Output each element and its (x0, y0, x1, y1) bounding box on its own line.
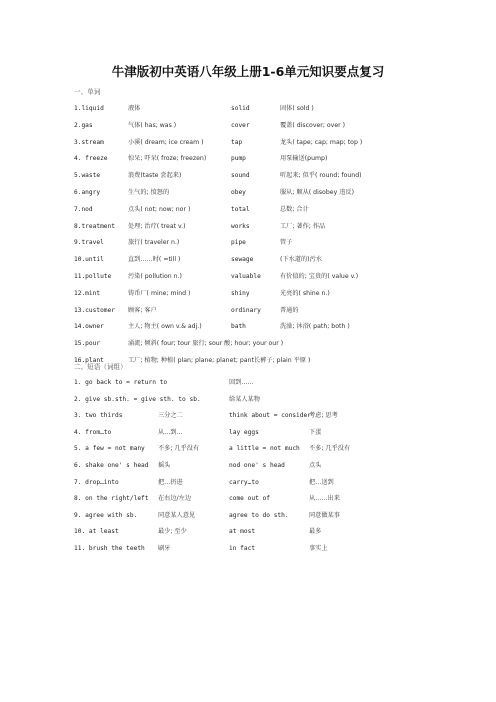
word-meaning-right: 管子 (280, 239, 293, 247)
word-number-and-term: 2.gas (74, 121, 93, 129)
word-term-right: sewage (231, 256, 254, 264)
word-term-right: pipe (231, 239, 246, 247)
word-number-and-term: 8.treatment (74, 222, 115, 230)
phrase-english-right: 回到…… (229, 379, 254, 386)
word-term-right: obey (231, 189, 246, 196)
phrase-meaning: 从…到… (158, 428, 183, 436)
word-meaning: 惊呆; 吓呆( froze; freezen) (128, 155, 207, 163)
word-meaning-right: 服从; 顺从( disobey 违反) (280, 189, 354, 196)
phrase-english: 4. from…to (74, 428, 112, 436)
word-meaning-right: 覆盖( discover; over ) (280, 121, 346, 129)
phrase-meaning: 把…扔进 (158, 478, 183, 486)
phrase-meaning: 同意某人意见 (158, 511, 196, 519)
phrase-meaning-right: 考虑; 思考 (309, 412, 338, 420)
vocab-row (0, 121, 496, 131)
section-heading-words: 一、单词 (74, 88, 101, 96)
word-meaning-right: 总数; 合计 (280, 205, 309, 213)
section-heading-phrases: 二、短语（词组） (74, 363, 127, 371)
vocab-row (0, 205, 496, 215)
phrase-english-right: lay eggs (229, 428, 259, 436)
phrase-meaning-right: 事实上 (309, 545, 328, 552)
vocab-row (0, 138, 496, 148)
word-number-and-term: 11.pollute (74, 273, 112, 280)
word-meaning-right: 普通的 (280, 306, 299, 314)
phrase-english-right: agree to do sth. (229, 511, 289, 519)
vocab-row (0, 322, 496, 332)
phrase-english: 7. drop…into (74, 478, 119, 486)
phrase-english: 9. agree with sb. (74, 511, 138, 519)
phrase-meaning-right: 同意做某事 (309, 511, 340, 519)
word-meaning: 点头( not; now; nor ) (128, 205, 191, 213)
phrase-meaning-right: 点头 (309, 462, 322, 469)
phrase-row (0, 444, 496, 454)
word-number-and-term: 14.owner (74, 323, 104, 331)
phrase-english: 6. shake one' s head (74, 462, 149, 469)
vocab-row (0, 238, 496, 248)
phrase-english-right: at most (229, 528, 256, 536)
vocab-row (0, 154, 496, 164)
phrase-row (0, 511, 496, 521)
word-meaning-right: 龙头( tape; cap; map; top ) (280, 138, 363, 146)
word-number-and-term: 4. freeze (74, 155, 108, 163)
phrase-meaning: 刷牙 (158, 545, 171, 552)
word-meaning-right: 固体( sold ) (280, 105, 314, 112)
word-meaning: 污染( pollution n.) (128, 273, 182, 280)
word-number-and-term: 6.angry (74, 189, 101, 196)
word-term-right: works (231, 222, 250, 230)
word-number-and-term: 1.liquid (74, 105, 104, 112)
word-number-and-term: 12.mint (74, 289, 101, 297)
word-term-right: ordinary (231, 306, 261, 314)
vocab-row (0, 255, 496, 265)
word-meaning: 气体( has; was ) (128, 121, 177, 129)
word-term-right: shiny (231, 289, 250, 297)
phrase-row (0, 395, 496, 405)
word-meaning-right: 洗澡; 沐浴( path; both ) (280, 323, 350, 331)
phrase-english: 11. brush the teeth (74, 545, 145, 552)
vocab-row (0, 339, 496, 349)
vocab-row (0, 171, 496, 181)
word-meaning-right: 用泵输送(pump) (280, 155, 328, 163)
phrase-english: 2. give sb.sth. = give sth. to sb. (74, 395, 201, 403)
phrase-row (0, 544, 496, 554)
word-meaning: 铸币厂( mine; mind ) (128, 289, 191, 297)
word-number-and-term: 10.until (74, 256, 104, 264)
phrase-row (0, 527, 496, 537)
word-meaning: 涌流; 倾斜( four; tour 旅行; sour 酸; hour; your our ) (128, 340, 284, 348)
word-meaning: 小溪( dream; ice cream ) (128, 138, 204, 146)
word-term-right: bath (231, 323, 246, 331)
phrase-meaning-right: 下蛋 (309, 428, 322, 436)
vocab-row (0, 306, 496, 316)
word-term-right: tap (231, 138, 243, 146)
phrase-meaning: 三分之二 (158, 412, 183, 420)
phrase-english: 3. two thirds (74, 412, 123, 420)
phrase-english-right: a little = not much (229, 445, 300, 453)
phrase-row (0, 411, 496, 421)
word-meaning-right: (下水道的)污水 (280, 256, 322, 264)
phrase-row (0, 494, 496, 504)
word-meaning: 浪费(taste 尝起来) (128, 172, 182, 180)
phrase-meaning-right: 从……出来 (309, 495, 340, 503)
word-meaning: 顾客; 客户 (128, 306, 157, 314)
phrase-meaning: 摇头 (158, 462, 171, 469)
phrase-english-right: nod one' s head (229, 462, 285, 469)
word-meaning-right: 工厂; 著作; 作品 (280, 222, 326, 230)
phrase-meaning: 不多; 几乎没有 (158, 445, 200, 453)
word-term-right: cover (231, 121, 250, 129)
word-term-right: valuable (231, 273, 261, 280)
phrase-english: 8. on the right/left (74, 495, 149, 503)
vocab-row (0, 104, 496, 114)
word-meaning: 生气的; 愤怒的 (128, 189, 170, 196)
vocab-row (0, 188, 496, 198)
phrase-english: 10. at least (74, 528, 119, 536)
phrase-english-right: think about = consider (229, 412, 311, 420)
word-number-and-term: 16.plant (74, 357, 104, 364)
phrase-meaning-right: 把…送到 (309, 478, 334, 486)
word-term-right: sound (231, 172, 250, 180)
vocab-row (0, 272, 496, 282)
word-meaning: 液体 (128, 105, 141, 112)
word-number-and-term: 13.customer (74, 306, 115, 314)
word-meaning: 旅行( traveler n.) (128, 239, 180, 247)
word-term-right: solid (231, 105, 250, 112)
phrase-english-right: carry…to (229, 478, 259, 486)
phrase-meaning-right: 不多; 几乎没有 (309, 445, 351, 453)
word-number-and-term: 15.pour (74, 340, 101, 348)
word-number-and-term: 5.waste (74, 172, 101, 180)
phrase-english: 5. a few = not many (74, 445, 145, 453)
word-number-and-term: 3.stream (74, 138, 104, 146)
phrase-row (0, 461, 496, 471)
page-title: 牛津版初中英语八年级上册1-6单元知识要点复习 (111, 64, 385, 79)
word-meaning-right: 光亮的( shine n.) (280, 289, 330, 297)
word-term-right: total (231, 205, 250, 213)
word-number-and-term: 9.travel (74, 239, 104, 247)
word-number-and-term: 7.nod (74, 205, 93, 213)
vocab-row (0, 222, 496, 232)
word-meaning: 主人; 物主( own v.& adj.) (128, 323, 202, 331)
vocab-row (0, 289, 496, 299)
phrase-meaning: 在右边/左边 (158, 495, 192, 503)
word-term-right: pump (231, 155, 246, 163)
word-meaning-right: 有价值的; 宝贵的( value v.) (280, 273, 359, 280)
phrase-english-right: in fact (229, 545, 256, 552)
word-meaning-right: 听起来; 似乎( round; found) (280, 172, 362, 180)
phrase-row (0, 378, 496, 388)
word-meaning: 工厂; 植物; 种植( plan; plane; planet; pant长裤子; plain 平原 ) (128, 357, 311, 364)
phrase-english-right: come out of (229, 495, 270, 503)
phrase-english: 1. go back to = return to (74, 379, 168, 386)
phrase-row (0, 478, 496, 488)
word-meaning: 处理; 治疗( treat v.) (128, 222, 186, 230)
phrase-english-right: 给某人某物 (229, 395, 260, 403)
word-meaning: 直到……时( =till ) (128, 256, 181, 264)
phrase-meaning-right: 最多 (309, 528, 322, 536)
phrase-row (0, 428, 496, 438)
phrase-meaning: 最少; 至少 (158, 528, 187, 536)
